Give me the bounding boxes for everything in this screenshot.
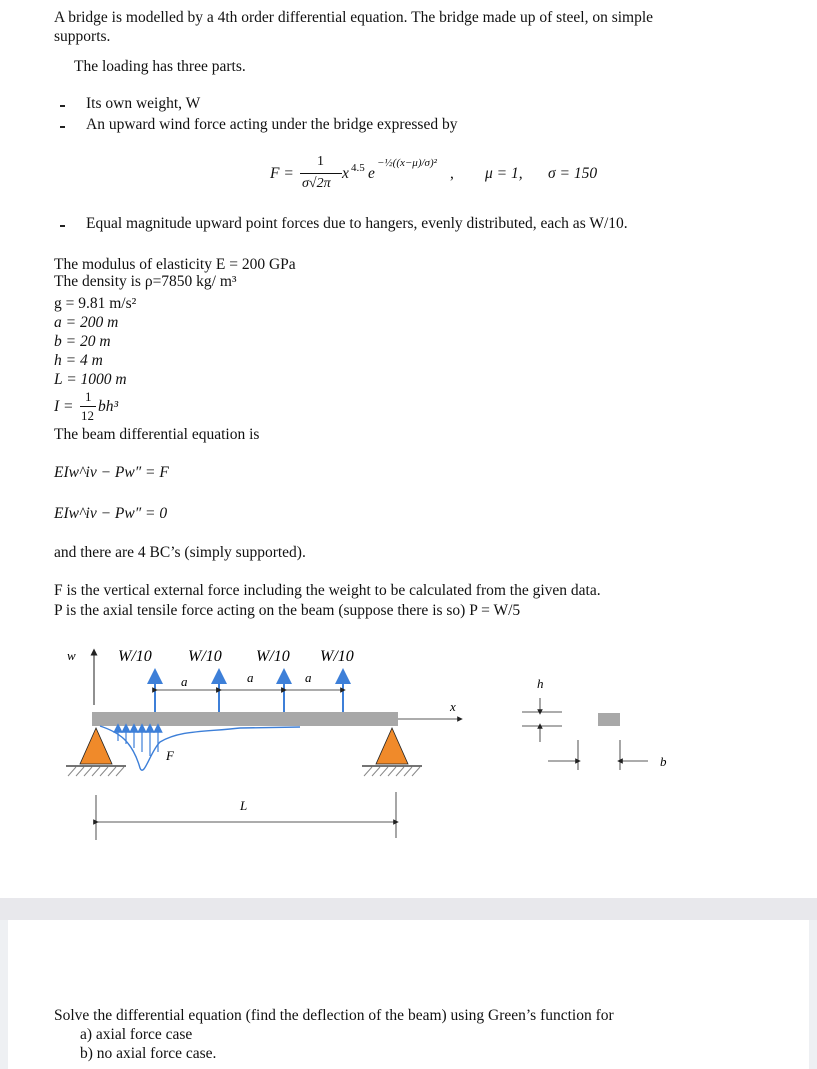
- formula-lhs: F =: [270, 165, 294, 182]
- formula-fraction-bar: [300, 173, 342, 174]
- param-L: L = 1000 m: [54, 371, 127, 388]
- formula-numerator: 1: [317, 154, 324, 169]
- inertia-lhs: I =: [54, 398, 74, 415]
- param-modulus: The modulus of elasticity E = 200 GPa: [54, 256, 296, 273]
- param-b: b = 20 m: [54, 333, 111, 350]
- w-label: w: [67, 648, 76, 663]
- page-edge-left: [0, 920, 8, 1069]
- intro-line-1: A bridge is modelled by a 4th order differential equation. The bridge made up of steel, on simple: [54, 9, 654, 26]
- beam: [92, 712, 398, 726]
- x-label: x: [450, 699, 456, 714]
- spacing-label-3: a: [305, 670, 312, 685]
- load-label-1: W/10: [118, 648, 152, 665]
- page-edge-right: [809, 920, 817, 1069]
- formula-e-exponent: −½((x−μ)/σ)²: [377, 157, 437, 169]
- equation-with-force: EIw^iv − Pw″ = F: [54, 464, 169, 481]
- beam-eq-heading: The beam differential equation is: [54, 426, 260, 443]
- inertia-denominator: 12: [81, 408, 94, 423]
- h-label: h: [537, 676, 544, 691]
- spacing-label-2: a: [247, 670, 254, 685]
- inertia-numerator: 1: [85, 389, 92, 404]
- span-label: L: [240, 798, 248, 813]
- f-label: F: [166, 748, 174, 763]
- bridge-diagram: [0, 640, 817, 880]
- task-instruction: Solve the differential equation (find the deflection of the beam) using Green’s function for: [54, 1007, 614, 1024]
- intro-line-2: supports.: [54, 28, 111, 45]
- bullet-dash: [60, 105, 65, 107]
- right-support: [376, 728, 408, 764]
- load-label-2: W/10: [188, 648, 222, 665]
- wind-force-formula: [270, 150, 670, 200]
- loading-heading: The loading has three parts.: [74, 58, 246, 75]
- formula-denominator: σ√2π: [302, 176, 331, 191]
- boundary-conditions: and there are 4 BC’s (simply supported).: [54, 544, 306, 561]
- formula-comma: ,: [450, 165, 454, 182]
- load-label-4: W/10: [320, 648, 354, 665]
- formula-x: x: [342, 165, 349, 182]
- force-description: F is the vertical external force including the weight to be calculated from the given data.: [54, 582, 601, 599]
- task-option-b: b) no axial force case.: [80, 1045, 217, 1062]
- bullet-hanger-forces: Equal magnitude upward point forces due to hangers, evenly distributed, each as W/10.: [86, 215, 628, 232]
- param-a: a = 200 m: [54, 314, 119, 331]
- formula-sigma: σ = 150: [548, 165, 598, 182]
- formula-e: e: [368, 165, 375, 182]
- inertia-rhs: bh³: [98, 398, 119, 415]
- bullet-wind-force: An upward wind force acting under the bridge expressed by: [86, 116, 458, 133]
- page-separator: [0, 898, 817, 920]
- spacing-label-1: a: [181, 674, 188, 689]
- wind-force-curve: [100, 726, 300, 770]
- equation-homogeneous: EIw^iv − Pw″ = 0: [54, 505, 168, 522]
- cross-section: [598, 713, 620, 726]
- param-density: The density is ρ=7850 kg/ m³: [54, 273, 237, 290]
- formula-mu: μ = 1,: [485, 165, 523, 182]
- formula-x-exponent: 4.5: [351, 162, 365, 174]
- bullet-dash: [60, 126, 65, 128]
- inertia-formula: [54, 386, 174, 426]
- axial-force-description: P is the axial tensile force acting on the beam (suppose there is so) P = W/5: [54, 602, 521, 619]
- bullet-dash: [60, 225, 65, 227]
- right-ground-hatch: [364, 767, 420, 776]
- load-label-3: W/10: [256, 648, 290, 665]
- bullet-own-weight: Its own weight, W: [86, 95, 201, 112]
- param-h: h = 4 m: [54, 352, 103, 369]
- left-support: [80, 728, 112, 764]
- b-label: b: [660, 754, 667, 769]
- task-option-a: a) axial force case: [80, 1026, 193, 1043]
- param-g: g = 9.81 m/s²: [54, 295, 137, 312]
- left-ground-hatch: [68, 767, 124, 776]
